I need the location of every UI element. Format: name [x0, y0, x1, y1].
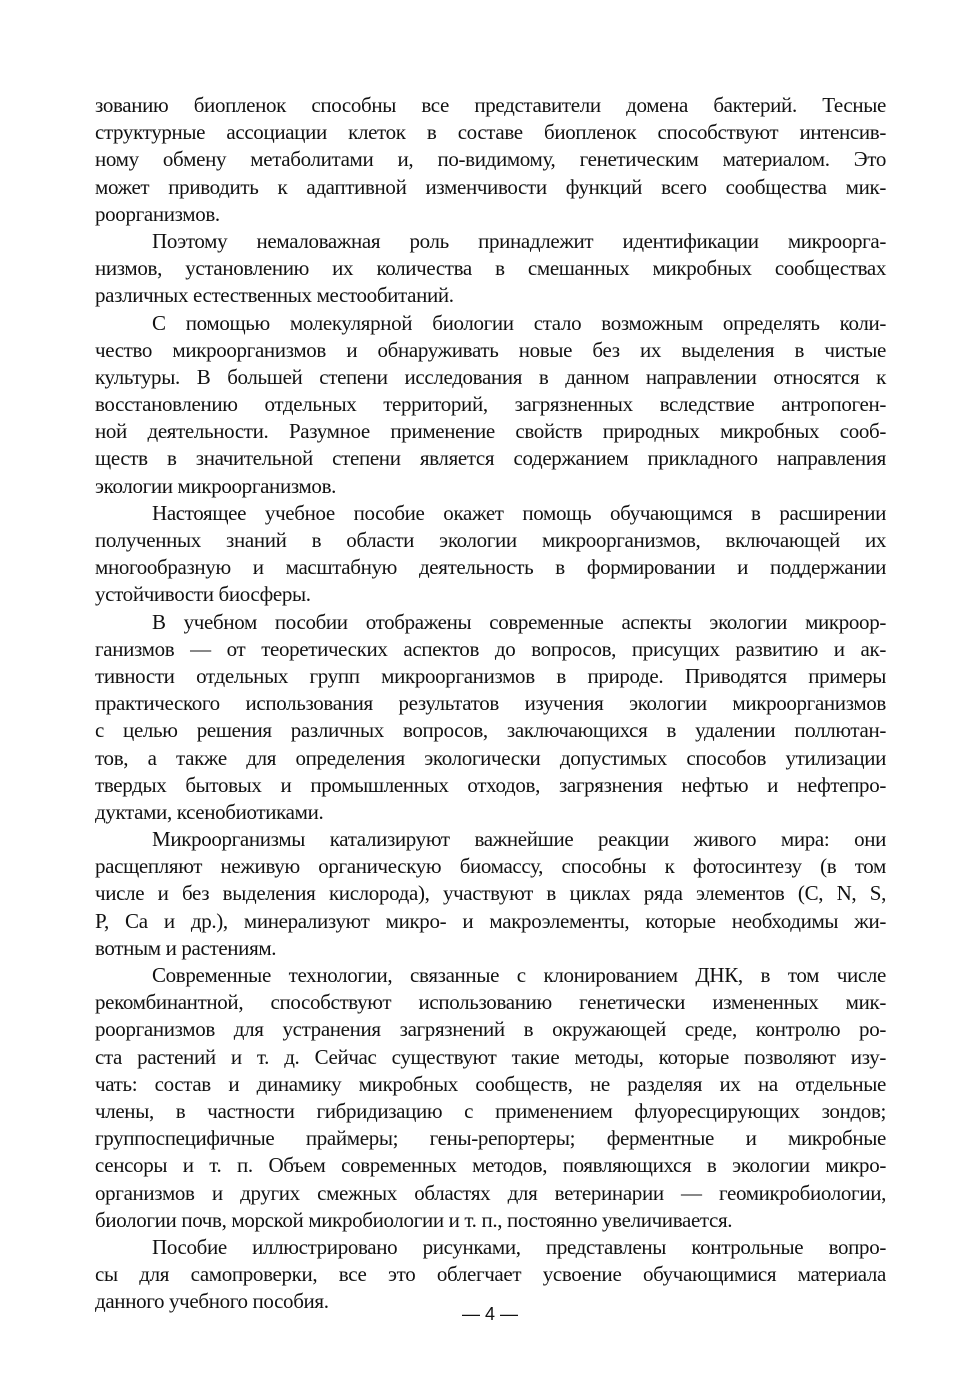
text-line: ному обмену метаболитами и, по-видимому, генетическим материалом. Это: [95, 147, 886, 172]
text-line: сенсоры и т. п. Объем современных методов, появляющихся в экологии микро-: [95, 1153, 886, 1178]
text-line: ществ в значительной степени является содержанием прикладного направления: [95, 446, 886, 471]
paragraph: [95, 609, 886, 827]
paragraph: [95, 310, 886, 500]
text-line: биологии почв, морской микробиологии и т. п., постоянно увеличивается.: [95, 1207, 733, 1232]
text-line: вотным и растениям.: [95, 935, 277, 960]
text-line: Микроорганизмы катализируют важнейшие реакции живого мира: они: [152, 827, 886, 852]
text-line: данного учебного пособия.: [95, 1289, 329, 1314]
text-line: числе и без выделения кислорода), участвуют в циклах ряда элементов (C, N, S,: [95, 881, 886, 906]
text-line: роорганизмов.: [95, 201, 220, 226]
text-line: расщепляют неживую органическую биомассу, способны к фотосинтезу (в том: [95, 854, 886, 879]
text-line: различных естественных местообитаний.: [95, 283, 454, 308]
text-line: зованию биопленок способны все представители домена бактерий. Тесные: [95, 93, 886, 117]
page-number: — 4 —: [461, 1304, 518, 1324]
text-line: Пособие иллюстрировано рисунками, представлены контрольные вопро-: [152, 1234, 886, 1259]
text-line: ста растений и т. д. Сейчас существуют такие методы, которые позволяют изу-: [95, 1044, 886, 1069]
text-line: С помощью молекулярной биологии стало возможным определять коли-: [152, 310, 886, 335]
paragraph: [95, 826, 886, 962]
text-line: Современные технологии, связанные с клонированием ДНК, в том числе: [152, 963, 886, 987]
text-line: Поэтому немаловажная роль принадлежит идентификации микроорга-: [152, 228, 886, 253]
text-line: тов, а также для определения экологически допустимых способов утилизации: [95, 745, 886, 770]
text-line: практического использования результатов изучения экологии микроорганизмов: [95, 691, 886, 716]
text-line: может приводить к адаптивной изменчивости функций всего сообщества мик-: [95, 174, 886, 199]
text-line: P, Ca и др.), минерализуют микро- и макроэлементы, которые необходимы жи-: [95, 908, 886, 933]
text-line: члены, в частности гибридизацию с применением флуоресцирующих зондов;: [95, 1098, 886, 1123]
text-line: чество микроорганизмов и обнаруживать новые без их выделения в чистые: [95, 337, 886, 362]
text-line: ганизмов — от теоретических аспектов до вопросов, присущих развитию и ак-: [95, 636, 886, 661]
text-line: восстановлению отдельных территорий, загрязненных вследствие антропоген-: [95, 392, 886, 417]
paragraph: [95, 228, 886, 310]
paragraph: [95, 962, 886, 1234]
text-line: В учебном пособии отображены современные аспекты экологии микроор-: [152, 609, 886, 634]
text-line: организмов и других смежных областях для ветеринарии — геомикробиологии,: [95, 1180, 886, 1205]
text-line: твердых бытовых и промышленных отходов, загрязнения нефтью и нефтепро-: [95, 772, 886, 797]
text-line: Настоящее учебное пособие окажет помощь обучающимся в расширении: [152, 500, 886, 525]
text-line: дуктами, ксенобиотиками.: [95, 799, 324, 824]
text-line: низмов, установлению их количества в смешанных микробных сообществах: [95, 256, 886, 281]
text-line: чать: состав и динамику микробных сообществ, не разделяя их на отдельные: [95, 1071, 886, 1096]
paragraph: [95, 92, 886, 228]
text-line: ной деятельности. Разумное применение свойств природных микробных сооб-: [95, 419, 886, 444]
paragraph: [95, 500, 886, 609]
text-line: полученных знаний в области экологии микроорганизмов, включающей их: [95, 528, 886, 552]
text-line: сы для самопроверки, все это облегчает усвоение обучающимися материала: [95, 1262, 886, 1287]
text-line: тивности отдельных групп микроорганизмов в природе. Приводятся примеры: [95, 663, 886, 688]
document-body: [95, 92, 886, 1315]
text-line: устойчивости биосферы.: [95, 582, 311, 607]
text-line: с целью решения различных вопросов, заключающихся в удалении поллютан-: [95, 718, 886, 743]
text-line: экологии микроорганизмов.: [95, 473, 337, 498]
text-line: культуры. В большей степени исследования в данном направлении относятся к: [95, 364, 886, 389]
text-line: группоспецифичные праймеры; гены-репортеры; ферментные и микробные: [95, 1126, 886, 1151]
text-line: многообразную и масштабную деятельность в формировании и поддержании: [95, 555, 886, 580]
text-line: рекомбинантной, способствуют использованию генетически измененных мик-: [95, 990, 886, 1015]
text-line: роорганизмов для устранения загрязнений в окружающей среде, контролю ро-: [95, 1017, 886, 1042]
text-line: структурные ассоциации клеток в составе биопленок способствуют интенсив-: [95, 120, 886, 145]
